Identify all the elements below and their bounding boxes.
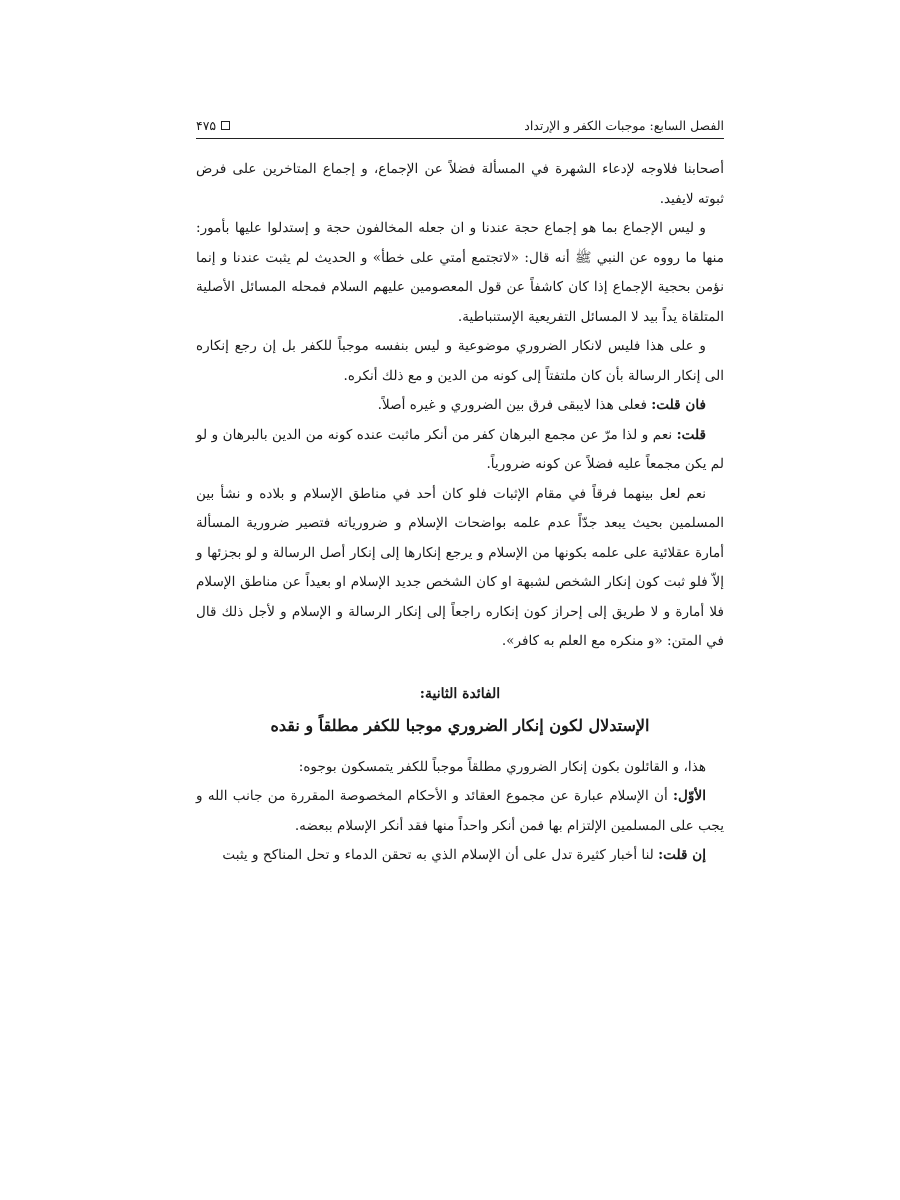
paragraph	[196, 214, 724, 332]
chapter-title: الفصل السابع: موجبات الكفر و الإرتداد	[524, 117, 724, 133]
paragraph	[196, 421, 724, 480]
paragraph	[196, 480, 724, 657]
paragraph	[196, 332, 724, 391]
paragraph-text: هذا، و القائلون بكون إنكار الضروري مطلقاً موجباً للكفر يتمسكون بوجوه:	[298, 758, 706, 775]
section-title: الفائدة الثانية:	[419, 685, 501, 702]
page-body	[196, 155, 724, 871]
paragraph	[196, 391, 724, 421]
paragraph	[196, 155, 724, 214]
page-number-group	[196, 118, 230, 133]
paragraph-text: أصحابنا فلاوجه لإدعاء الشهرة في المسألة فضلاً عن الإجماع، و إجماع المتاخرين على فرض ثبوته لايفيد.	[196, 161, 724, 207]
paragraph-lead: إن قلت:	[658, 847, 706, 863]
paragraph-text: و ليس الإجماع بما هو إجماع حجة عندنا و ان جعله المخالفون حجة و إستدلوا عليها بأمور: منها ما رووه عن النبي ﷺ أنه قال: «لاتجتمع أمتي على خطأ» و الحديث لم يثبت عندنا و إنما نؤمن بحجية الإجماع إذا كان كاشفاً عن قول المعصومين عليهم السلام فمحله المسائل الأصلية المتلقاة يداً بيد لا المسائل التفريعية الإستنباطية.	[196, 220, 724, 325]
book-page	[196, 112, 724, 871]
section-subtitle: الإستدلال لكون إنكار الضروري موجبا للكفر مطلقاً و نقده	[270, 715, 650, 735]
page-number: ۴۷۵	[196, 117, 217, 133]
paragraph-text: لنا أخبار كثيرة تدل على أن الإسلام الذي به تحقن الدماء و تحل المناكح و يثبت	[222, 847, 659, 863]
paragraph-lead: فان قلت:	[651, 397, 706, 413]
paragraph-lead: قلت:	[676, 426, 706, 443]
paragraph-text: فعلى هذا لايبقى فرق بين الضروري و غيره أصلاً.	[377, 397, 652, 413]
page-header	[196, 112, 724, 139]
paragraph-text: و على هذا فليس لانكار الضروري موضوعية و ليس بنفسه موجباً للكفر بل إن رجع إنكاره الى إنكار الرسالة بأن كان ملتفتاً إلى كونه من الدين و مع ذلك أنكره.	[196, 338, 724, 384]
paragraph	[196, 841, 724, 871]
paragraph-lead: الأوّل:	[673, 788, 706, 804]
square-bullet-icon	[221, 121, 230, 130]
paragraph-text: أن الإسلام عبارة عن مجموع العقائد و الأحكام المخصوصة المقررة من جانب الله و يجب على المسلمين الإلتزام بها فمن أنكر واحداً منها فقد أنكر الإسلام ببعضه.	[196, 788, 724, 834]
paragraph-text: نعم و لذا مرّ عن مجمع البرهان كفر من أنكر ماثبت عنده كونه من الدين بالبرهان و لو لم يكن مجمعاً عليه فضلاً عن كونه ضرورياً.	[196, 426, 724, 472]
paragraph	[196, 782, 724, 841]
paragraph	[196, 753, 724, 783]
paragraph-text: نعم لعل بينهما فرقاً في مقام الإثبات فلو كان أحد في مناطق الإسلام و بلاده و نشأ بين المسلمين بحيث يبعد جدّاً عدم علمه بواضحات الإسلام و ضرورياته فتصير ضرورية المسألة أمارة عقلائية على علمه بكونها من الإسلام و يرجع إنكارها إلى إنكار أصل الرسالة و لو بجزئها و إلاّ فلو ثبت كون إنكار الشخص لشبهة او كان الشخص جديد الإسلام او بعيداً عن مناطق الإسلام فلا أمارة و لا طريق إلى إحراز كون إنكاره راجعاً إلى إنكار الرسالة و الإسلام و لأجل ذلك قال في المتن: «و منكره مع العلم به كافر».	[196, 485, 724, 649]
section-body	[196, 753, 724, 871]
